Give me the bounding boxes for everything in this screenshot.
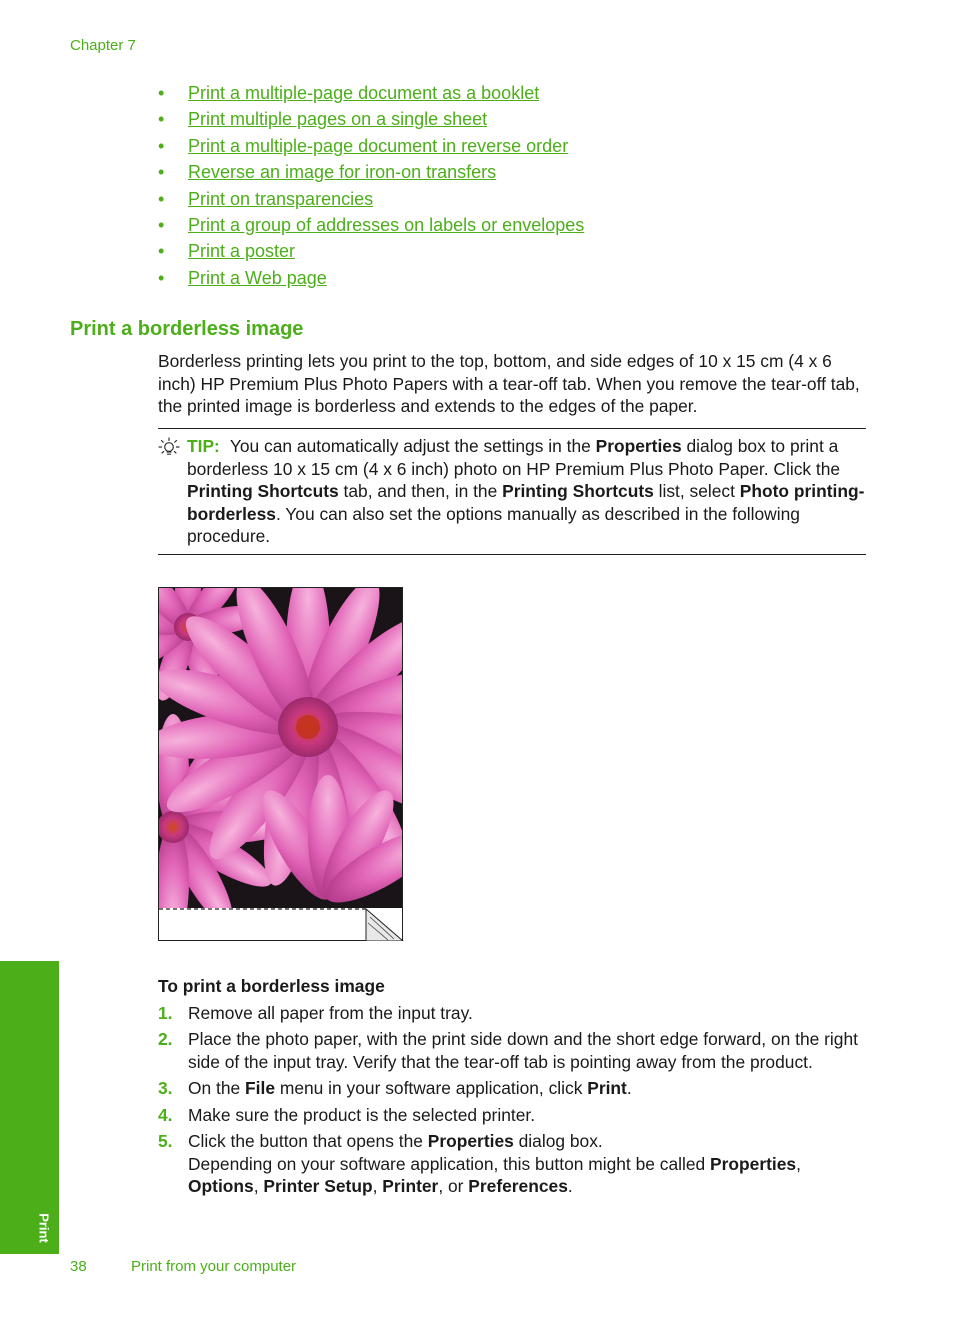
step-text: Make sure the product is the selected printer. bbox=[188, 1105, 536, 1125]
step-text: Place the photo paper, with the print side down and the short edge forward, on the right side of the input tray. Verify that the tear-off tab is pointing away from the product. bbox=[188, 1029, 858, 1072]
tip-text-part: You can automatically adjust the settings in the bbox=[229, 436, 596, 456]
list-item bbox=[158, 265, 584, 291]
step-text-part: , bbox=[253, 1176, 264, 1197]
list-item bbox=[158, 186, 584, 212]
step-text bbox=[188, 1077, 870, 1100]
tip-text-part: list, select bbox=[653, 481, 740, 502]
intro-paragraph: Borderless printing lets you print to the top, bottom, and side edges of 10 x 15 cm (4 x 6 inch) HP Premium Plus Photo Papers with a tear-off tab. When you remove the tear-off tab, the printed image is borderless and extends to the edges of the paper. bbox=[158, 351, 860, 417]
step-1 bbox=[158, 1002, 870, 1025]
step-bold-print: Print bbox=[587, 1078, 627, 1098]
step-text-part: Depending on your software application, this button might be called bbox=[188, 1153, 711, 1174]
step-5 bbox=[158, 1130, 870, 1198]
link-labels-envelopes[interactable]: Print a group of addresses on labels or envelopes bbox=[188, 214, 585, 235]
tip-text-part: . You can also set the options manually as described in the following procedure. bbox=[187, 503, 800, 547]
link-multiple-pages-single-sheet[interactable]: Print multiple pages on a single sheet bbox=[188, 109, 488, 130]
step-number: 2. bbox=[158, 1029, 173, 1049]
step-number: 5. bbox=[158, 1131, 173, 1151]
procedure-title: To print a borderless image bbox=[158, 976, 385, 996]
link-transparencies[interactable]: Print on transparencies bbox=[188, 188, 374, 209]
bullet: • bbox=[158, 135, 165, 156]
step-text bbox=[188, 1130, 870, 1153]
step-number: 1. bbox=[158, 1003, 173, 1023]
tip-text bbox=[187, 435, 867, 548]
tip-bold-photo-borderless: Photo printing-borderless bbox=[187, 481, 865, 524]
step-text-part: On the bbox=[188, 1078, 246, 1098]
bullet: • bbox=[158, 214, 165, 235]
list-item bbox=[158, 159, 584, 185]
side-tab-label: Print bbox=[36, 1213, 52, 1243]
step-text-part: Click the button that opens the bbox=[188, 1131, 428, 1151]
step-bold-properties: Properties bbox=[710, 1153, 797, 1174]
bullet: • bbox=[158, 267, 165, 288]
step-bold-properties: Properties bbox=[427, 1131, 514, 1151]
list-item bbox=[158, 133, 584, 159]
step-4 bbox=[158, 1104, 870, 1127]
tip-box bbox=[158, 428, 866, 555]
step-bold-options: Options bbox=[188, 1176, 254, 1197]
link-reverse-order[interactable]: Print a multiple-page document in reverse order bbox=[188, 135, 569, 156]
list-item bbox=[158, 238, 584, 264]
tip-bold-properties: Properties bbox=[595, 436, 682, 456]
step-text: Remove all paper from the input tray. bbox=[188, 1003, 473, 1023]
borderless-photo-illustration bbox=[158, 587, 404, 941]
step-number: 4. bbox=[158, 1105, 173, 1125]
step-bold-printer-setup: Printer Setup bbox=[263, 1176, 373, 1197]
step-bold-preferences: Preferences bbox=[468, 1176, 568, 1197]
bullet: • bbox=[158, 241, 165, 262]
step-text-part: dialog box. bbox=[513, 1131, 603, 1151]
step-number: 3. bbox=[158, 1078, 173, 1098]
step-text-part: . bbox=[567, 1176, 573, 1197]
tip-bold-printing-shortcuts: Printing Shortcuts bbox=[502, 481, 654, 502]
tip-bold-printing-shortcuts: Printing Shortcuts bbox=[187, 481, 339, 502]
bullet: • bbox=[158, 83, 165, 103]
step-2 bbox=[158, 1028, 870, 1073]
link-poster[interactable]: Print a poster bbox=[188, 241, 296, 262]
link-web-page[interactable]: Print a Web page bbox=[188, 267, 327, 288]
tip-text-part: tab, and then, in the bbox=[338, 481, 503, 502]
related-links-list bbox=[158, 80, 584, 291]
link-iron-on-transfers[interactable]: Reverse an image for iron-on transfers bbox=[188, 162, 497, 183]
bullet: • bbox=[158, 188, 165, 209]
tip-label: TIP: bbox=[187, 436, 220, 456]
step-text-part: . bbox=[626, 1078, 632, 1098]
footer-title: Print from your computer bbox=[131, 1258, 297, 1275]
bullet: • bbox=[158, 162, 165, 183]
bullet: • bbox=[158, 109, 165, 130]
step-text-part: menu in your software application, click bbox=[275, 1078, 588, 1098]
list-item bbox=[158, 80, 584, 106]
step-bold-file: File bbox=[245, 1078, 276, 1098]
page-number: 38 bbox=[70, 1258, 87, 1275]
chapter-label: Chapter 7 bbox=[70, 37, 136, 54]
lightbulb-icon bbox=[158, 437, 180, 459]
link-booklet[interactable]: Print a multiple-page document as a booklet bbox=[188, 83, 540, 103]
step-3 bbox=[158, 1077, 870, 1100]
step-text-part: , bbox=[796, 1153, 801, 1174]
side-chapter-tab bbox=[0, 961, 59, 1254]
section-title: Print a borderless image bbox=[70, 318, 304, 340]
list-item bbox=[158, 212, 584, 238]
tip-text-part: dialog box to print a borderless 10 x 15 cm (4 x 6 inch) photo on HP Premium Plus Photo Paper. Click the bbox=[187, 436, 841, 479]
step-bold-printer: Printer bbox=[382, 1176, 439, 1197]
step-text-part: , or bbox=[438, 1176, 469, 1197]
step-subtext bbox=[188, 1153, 870, 1198]
list-item bbox=[158, 106, 584, 132]
step-text-part: , bbox=[372, 1176, 383, 1197]
